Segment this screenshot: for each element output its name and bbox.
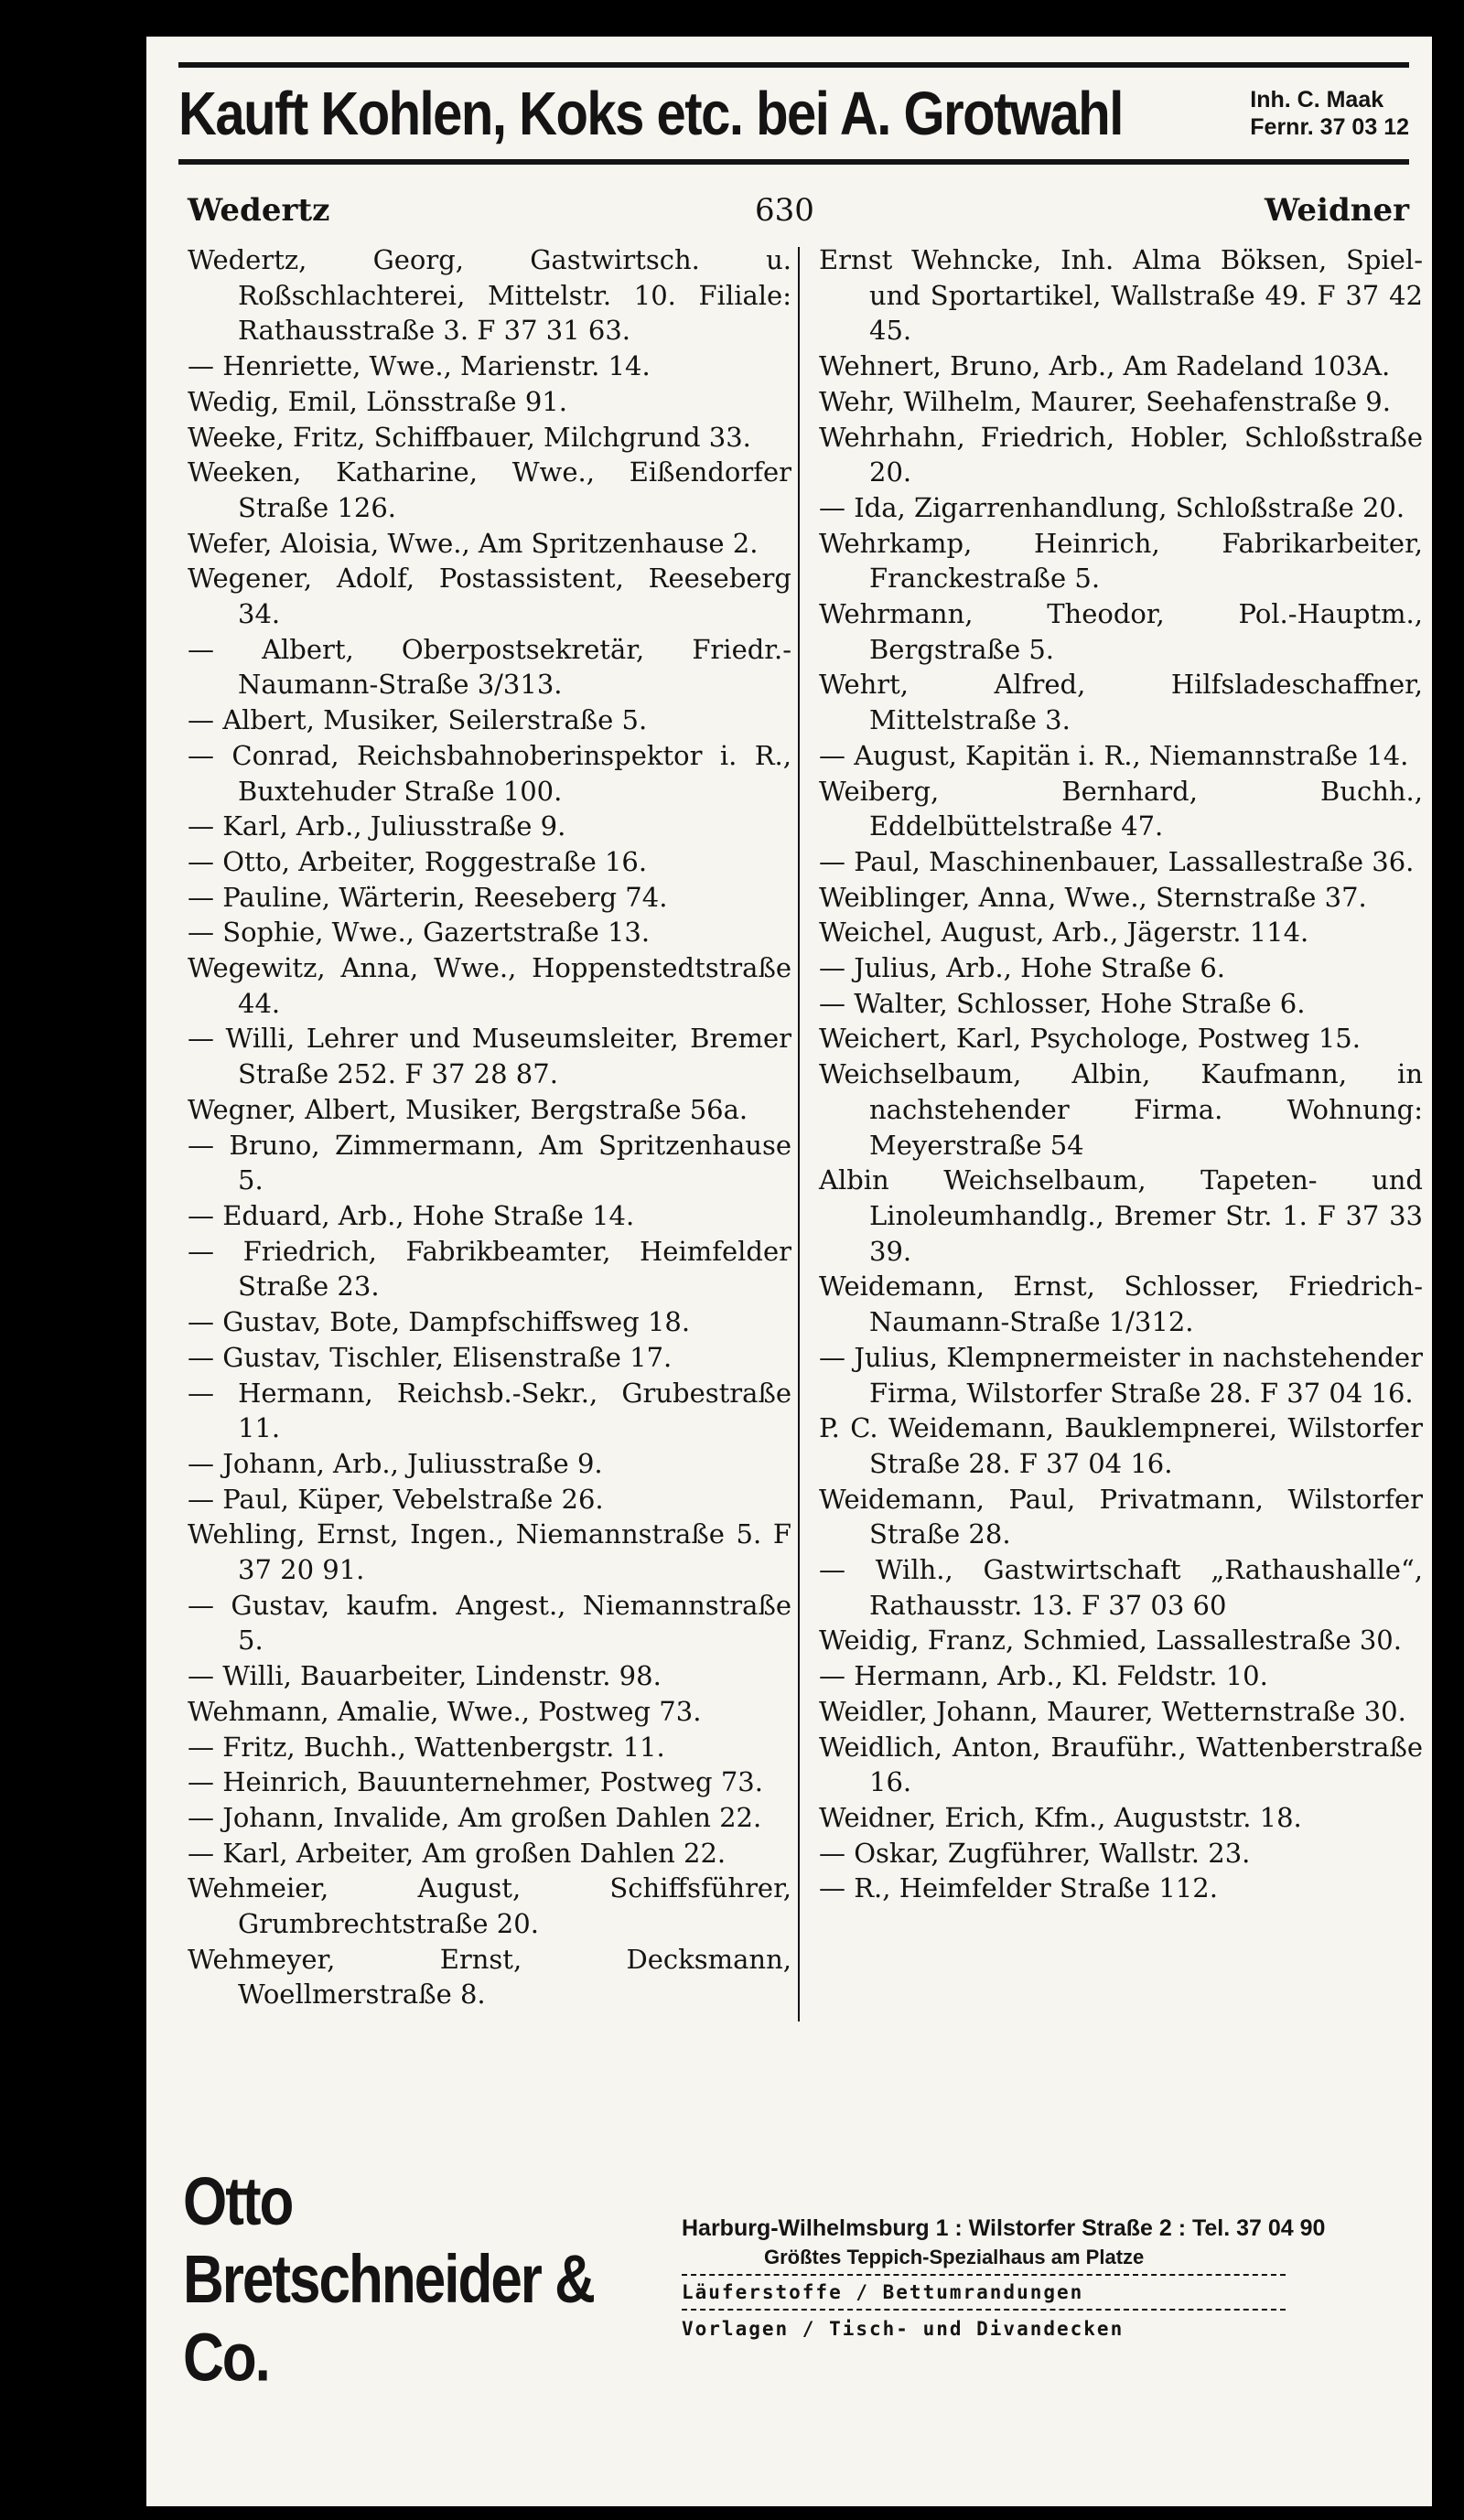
directory-entry: — Eduard, Arb., Hohe Straße 14. [188, 1199, 635, 1231]
top-ad-contact [1250, 86, 1409, 141]
directory-entry: Wegewitz, Anna, Wwe., Hoppenstedtstraße 44. [188, 952, 791, 1019]
directory-entry: — Fritz, Buchh., Wattenbergstr. 11. [188, 1731, 665, 1763]
directory-entry: — Willi, Lehrer und Museumsleiter, Bremer Straße 252. F 37 28 87. [188, 1023, 791, 1090]
directory-entry: Wehnert, Bruno, Arb., Am Radeland 103A. [819, 350, 1391, 382]
directory-entry: Weichel, August, Arb., Jägerstr. 114. [819, 917, 1309, 949]
directory-entry: P. C. Weidemann, Bauklempnerei, Wilstorfer Straße 28. F 37 04 16. [819, 1412, 1423, 1479]
directory-entry: — August, Kapitän i. R., Niemannstraße 14. [819, 739, 1409, 771]
directory-entry: Weidlich, Anton, Brauführ., Wattenberstraße 16. [819, 1731, 1423, 1798]
directory-entry: — Johann, Invalide, Am großen Dahlen 22. [188, 1801, 762, 1833]
bottom-ad-company: Otto Bretschneider & Co. [183, 2163, 594, 2397]
directory-page [146, 37, 1432, 2506]
directory-entry: Wedig, Emil, Lönsstraße 91. [188, 385, 567, 417]
top-advertisement [178, 62, 1409, 165]
directory-entry: Weidig, Franz, Schmied, Lassallestraße 30. [819, 1625, 1402, 1657]
directory-entry: Weeken, Katharine, Wwe., Eißendorfer Straße 126. [188, 456, 791, 523]
directory-entry: — Heinrich, Bauunternehmer, Postweg 73. [188, 1766, 763, 1798]
directory-entry: Wehrt, Alfred, Hilfsladeschaffner, Mittelstraße 3. [819, 669, 1423, 736]
directory-entry: — Karl, Arb., Juliusstraße 9. [188, 810, 566, 842]
directory-entry: — Conrad, Reichsbahnoberinspektor i. R., Buxtehuder Straße 100. [188, 739, 791, 807]
page-header [188, 183, 1409, 238]
directory-entry: — Gustav, kaufm. Angest., Niemannstraße 5. [188, 1589, 791, 1657]
bottom-ad-line3: Läuferstoffe / Bettumrandungen [682, 2281, 1084, 2303]
directory-entry: — Hermann, Arb., Kl. Feldstr. 10. [819, 1660, 1268, 1692]
directory-entry: — Albert, Musiker, Seilerstraße 5. [188, 704, 648, 736]
directory-entry: Wefer, Aloisia, Wwe., Am Spritzenhause 2. [188, 527, 759, 559]
directory-entry: Wehrmann, Theodor, Pol.-Hauptm., Bergstraße 5. [819, 598, 1423, 665]
directory-entry: — Karl, Arbeiter, Am großen Dahlen 22. [188, 1837, 727, 1869]
directory-entry: — Otto, Arbeiter, Roggestraße 16. [188, 845, 648, 877]
top-ad-owner: Inh. C. Maak [1250, 87, 1384, 113]
directory-entry: Weidemann, Ernst, Schlosser, Friedrich-Naumann-Straße 1/312. [819, 1271, 1423, 1338]
directory-entry: — R., Heimfelder Straße 112. [819, 1872, 1218, 1904]
top-ad-phone: Fernr. 37 03 12 [1250, 114, 1409, 140]
directory-entry: Wedertz, Georg, Gastwirtsch. u. Roßschlachterei, Mittelstr. 10. Filiale: Rathausstraße 3. F 37 31 63. [188, 244, 791, 347]
bottom-ad-rule [682, 2274, 1286, 2276]
directory-entry: Ernst Wehncke, Inh. Alma Böksen, Spiel- und Sportartikel, Wallstraße 49. F 37 42 45. [819, 244, 1423, 347]
page-number: 630 [755, 192, 814, 229]
directory-entry: Wehling, Ernst, Ingen., Niemannstraße 5. F 37 20 91. [188, 1518, 791, 1586]
directory-entry: Wehmeier, August, Schiffsführer, Grumbrechtstraße 20. [188, 1872, 791, 1940]
directory-entry: — Johann, Arb., Juliusstraße 9. [188, 1447, 603, 1479]
directory-entry: Weichert, Karl, Psychologe, Postweg 15. [819, 1023, 1361, 1055]
bottom-ad-rule [682, 2309, 1286, 2311]
directory-entry: Wehr, Wilhelm, Maurer, Seehafenstraße 9. [819, 385, 1391, 417]
directory-entry: Wegener, Adolf, Postassistent, Reeseberg 34. [188, 563, 791, 630]
directory-entry: — Henriette, Wwe., Marienstr. 14. [188, 350, 651, 382]
directory-entry: — Oskar, Zugführer, Wallstr. 23. [819, 1837, 1251, 1869]
directory-entry: — Friedrich, Fabrikbeamter, Heimfelder Straße 23. [188, 1235, 791, 1303]
directory-entry: Weidemann, Paul, Privatmann, Wilstorfer Straße 28. [819, 1483, 1423, 1550]
directory-entry: — Julius, Arb., Hohe Straße 6. [819, 952, 1225, 984]
header-first-name: Wedertz [188, 192, 330, 229]
directory-entry: — Willi, Bauarbeiter, Lindenstr. 98. [188, 1660, 662, 1692]
directory-entry: Wehmeyer, Ernst, Decksmann, Woellmerstraße 8. [188, 1943, 791, 2011]
directory-entry: — Hermann, Reichsb.-Sekr., Grubestraße 11. [188, 1377, 791, 1444]
left-column [188, 242, 791, 2012]
directory-entry: Weiberg, Bernhard, Buchh., Eddelbüttelstraße 47. [819, 775, 1423, 842]
column-divider [798, 247, 800, 2021]
directory-entry: Albin Weichselbaum, Tapeten- und Linoleumhandlg., Bremer Str. 1. F 37 33 39. [819, 1164, 1423, 1267]
bottom-ad-line4: Vorlagen / Tisch- und Divandecken [682, 2318, 1125, 2340]
directory-entry: — Paul, Maschinenbauer, Lassallestraße 36. [819, 845, 1415, 877]
directory-entry: — Gustav, Tischler, Elisenstraße 17. [188, 1341, 673, 1373]
top-ad-main-text: Kauft Kohlen, Koks etc. bei A. Grotwahl [178, 79, 1123, 148]
directory-entry: Weidler, Johann, Maurer, Wetternstraße 30. [819, 1695, 1406, 1727]
directory-entry: Weichselbaum, Albin, Kaufmann, in nachstehender Firma. Wohnung: Meyerstraße 54 [819, 1058, 1423, 1161]
directory-entry: — Paul, Küper, Vebelstraße 26. [188, 1483, 604, 1515]
directory-entry: Wehrhahn, Friedrich, Hobler, Schloßstraße 20. [819, 421, 1423, 488]
header-last-name: Weidner [1265, 192, 1409, 229]
directory-entry: — Wilh., Gastwirtschaft „Rathaushalle“, Rathausstr. 13. F 37 03 60 [819, 1554, 1423, 1621]
directory-entry: Wehmann, Amalie, Wwe., Postweg 73. [188, 1695, 702, 1727]
directory-entry: — Gustav, Bote, Dampfschiffsweg 18. [188, 1306, 691, 1338]
directory-entry: — Pauline, Wärterin, Reeseberg 74. [188, 881, 668, 913]
directory-entry: Weiblinger, Anna, Wwe., Sternstraße 37. [819, 881, 1367, 913]
directory-entry: — Albert, Oberpostsekretär, Friedr.-Naumann-Straße 3/313. [188, 633, 791, 701]
bottom-advertisement-details [682, 2214, 1414, 2343]
directory-entry: — Sophie, Wwe., Gazertstraße 13. [188, 917, 651, 949]
directory-entry: — Walter, Schlosser, Hohe Straße 6. [819, 987, 1306, 1019]
directory-entry: Wegner, Albert, Musiker, Bergstraße 56a. [188, 1093, 748, 1125]
directory-entry: — Bruno, Zimmermann, Am Spritzenhause 5. [188, 1129, 791, 1196]
bottom-ad-address: Harburg-Wilhelmsburg 1 : Wilstorfer Straße 2 : Tel. 37 04 90 [682, 2215, 1326, 2241]
directory-entry: Weidner, Erich, Kfm., Auguststr. 18. [819, 1801, 1302, 1833]
right-column [819, 242, 1423, 1906]
directory-entry: Weeke, Fritz, Schiffbauer, Milchgrund 33. [188, 421, 751, 453]
directory-entry: — Ida, Zigarrenhandlung, Schloßstraße 20. [819, 491, 1405, 523]
directory-entry: Wehrkamp, Heinrich, Fabrikarbeiter, Franckestraße 5. [819, 527, 1423, 595]
directory-entry: — Julius, Klempnermeister in nachstehender Firma, Wilstorfer Straße 28. F 37 04 16. [819, 1341, 1423, 1409]
bottom-ad-slogan: Größtes Teppich-Spezialhaus am Platze [764, 2246, 1145, 2268]
